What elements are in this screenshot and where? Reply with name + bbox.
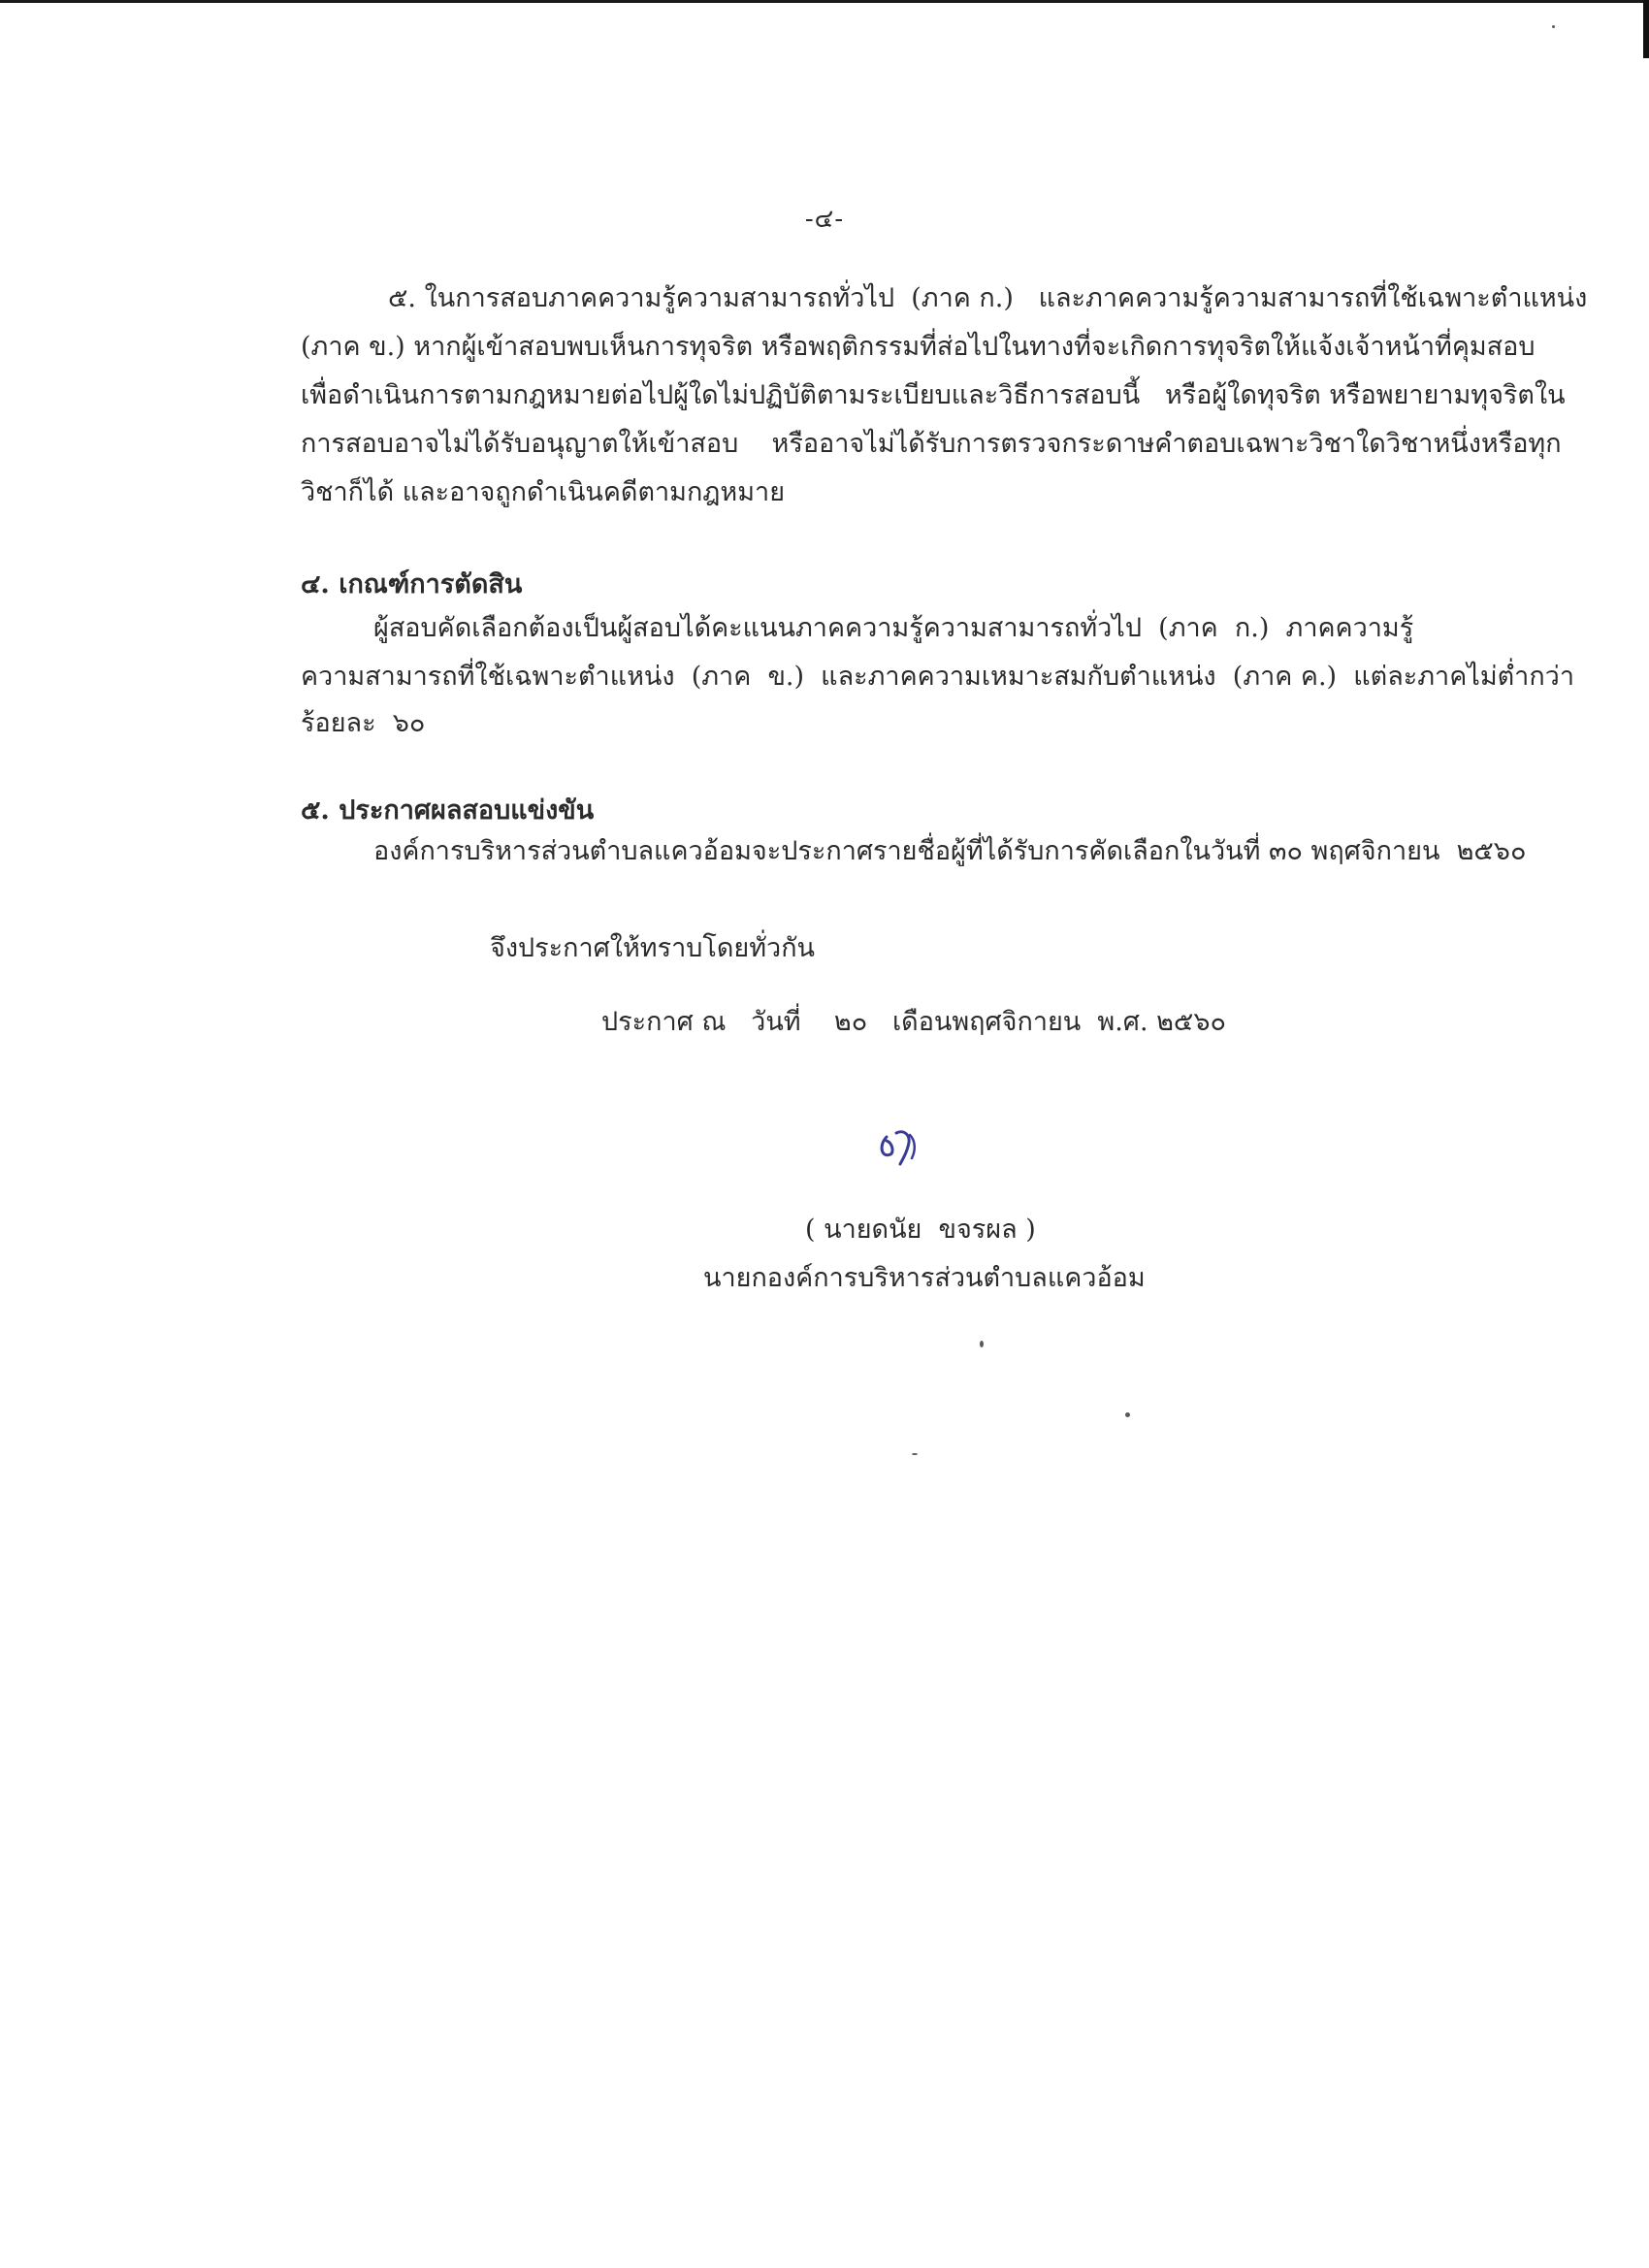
results-line-text: องค์การบริหารส่วนตำบลแควอ้อมจะประกาศรายชื่อผู้ที่ได้รับการคัดเลือกในวันที่ ๓๐ พฤศจิกายน ๒๕๖๐ — [373, 836, 1527, 866]
conduct-line-5 — [301, 475, 785, 510]
page-number: -๔- — [804, 205, 845, 234]
scan-speck — [1125, 1412, 1130, 1417]
scan-speck — [912, 1453, 918, 1455]
criteria-line-3 — [301, 706, 425, 741]
conduct-line-1 — [388, 281, 1588, 316]
scan-speck — [1552, 25, 1555, 28]
closing-date-line: ประกาศ ณ วันที่ ๒๐ เดือนพฤศจิกายน พ.ศ. ๒๕๖๐ — [601, 1007, 1226, 1037]
results-heading: ๕. ประกาศผลสอบแข่งขัน — [301, 795, 595, 826]
results-line — [373, 834, 1526, 869]
criteria-line-2 — [301, 660, 1574, 695]
criteria-line-2-text: ความสามารถที่ใช้เฉพาะตำแหน่ง (ภาค ข.) และภาคความเหมาะสมกับตำแหน่ง (ภาค ค.) แต่ละภาคไม่ต่ำกว่า — [301, 662, 1575, 692]
conduct-line-1-text: ๕. ในการสอบภาคความรู้ความสามารถทั่วไป (ภาค ก.) และภาคความรู้ความสามารถที่ใช้เฉพาะตำแหน่ง — [388, 283, 1588, 313]
handwritten-signature — [873, 1116, 931, 1174]
conduct-line-3-text: เพื่อดำเนินการตามกฎหมายต่อไปผู้ใดไม่ปฏิบัติตามระเบียบและวิธีการสอบนี้ หรือผู้ใดทุจริต หรือพยายามทุจริตใน — [301, 380, 1566, 410]
signatory-name: ( นายดนัย ขจรผล ) — [805, 1215, 1036, 1245]
conduct-line-2-text: (ภาค ข.) หากผู้เข้าสอบพบเห็นการทุจริต หรือพฤติกรรมที่ส่อไปในทางที่จะเกิดการทุจริตให้แจ้งเจ้าหน้าที่คุมสอบ — [301, 332, 1536, 362]
conduct-line-3 — [301, 378, 1566, 413]
conduct-line-4 — [301, 427, 1562, 462]
criteria-heading: ๔. เกณฑ์การตัดสิน — [301, 569, 523, 599]
signature-mark — [873, 1116, 931, 1174]
scan-border-right — [1643, 0, 1649, 58]
criteria-line-3-text: ร้อยละ ๖๐ — [301, 708, 426, 738]
conduct-line-4-text: การสอบอาจไม่ได้รับอนุญาตให้เข้าสอบ หรืออาจไม่ได้รับการตรวจกระดาษคำตอบเฉพาะวิชาใดวิชาหนึ่งหรือทุก — [301, 429, 1562, 459]
conduct-line-5-text: วิชาก็ได้ และอาจถูกดำเนินคดีตามกฎหมาย — [301, 477, 786, 507]
criteria-line-1 — [373, 611, 1413, 646]
signatory-title: นายกองค์การบริหารส่วนตำบลแควอ้อม — [703, 1263, 1146, 1293]
conduct-line-2 — [301, 330, 1536, 365]
closing-notice: จึงประกาศให้ทราบโดยทั่วกัน — [490, 933, 815, 963]
criteria-line-1-text: ผู้สอบคัดเลือกต้องเป็นผู้สอบได้คะแนนภาคความรู้ความสามารถทั่วไป (ภาค ก.) ภาคความรู้ — [373, 613, 1414, 643]
scan-border-top — [0, 0, 1649, 3]
scan-speck — [980, 1341, 984, 1347]
